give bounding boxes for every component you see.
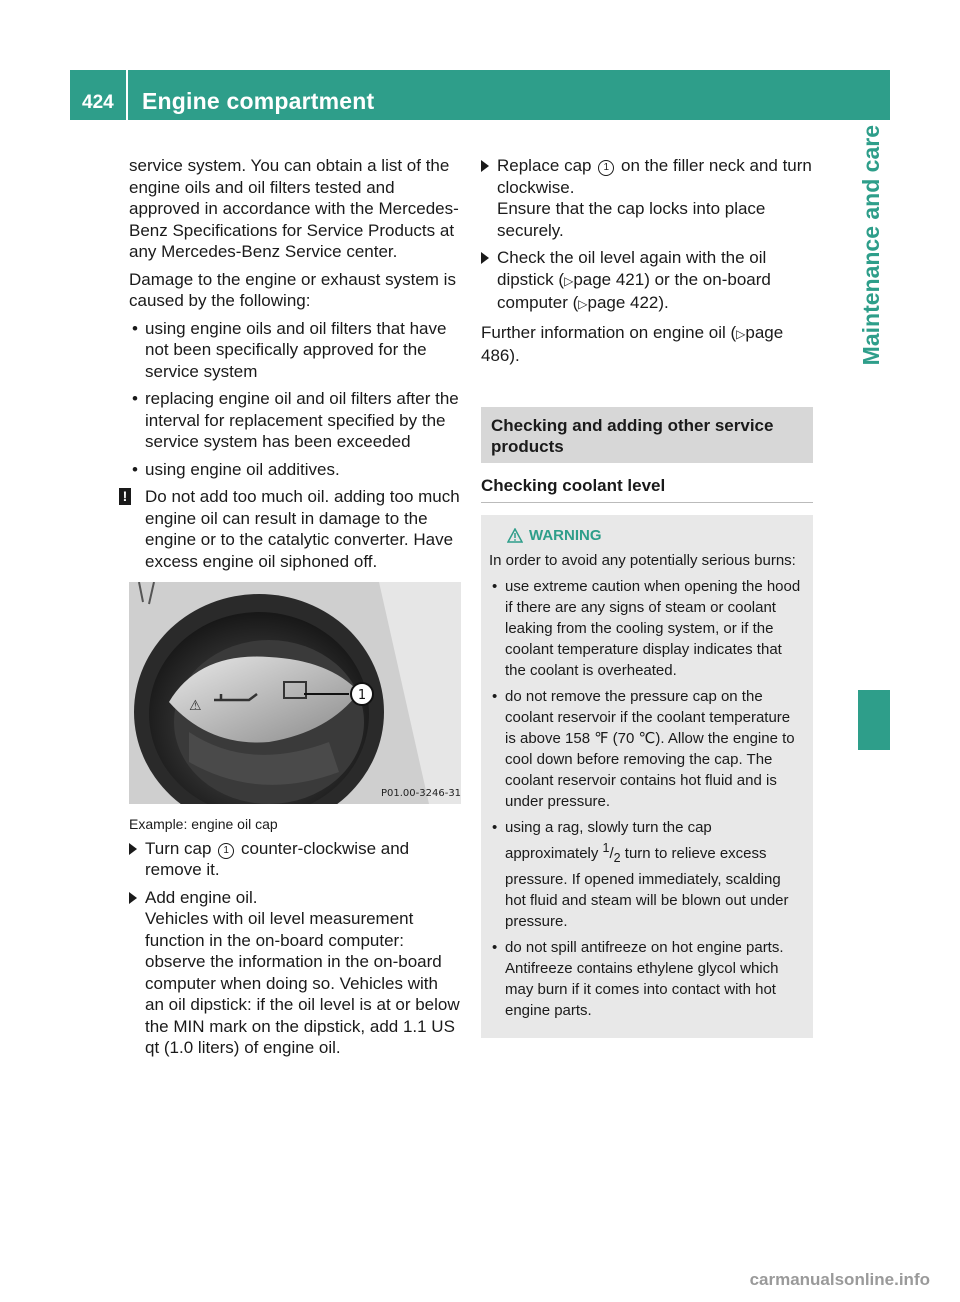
list-item: • replacing engine oil and oil filters after the interval for replacement specified by the service system has been exceeded [129, 388, 461, 453]
page-ref-icon: ▷ [578, 297, 588, 311]
paragraph: service system. You can obtain a list of the engine oils and oil filters tested and approved in accordance with the Mercedes-Benz Specifications for Service Products at any Mercedes-Benz Service center. [129, 156, 459, 261]
step-text: Vehicles with oil level measurement function in the on-board computer: observe the information in the on-board computer when doing so. Vehicles with an oil dipstick: if the oil level is at or below the MIN mark on the dipstick, add 1.1 US qt (1.0 liters) of engine oil. [145, 909, 460, 1057]
step-arrow-icon [481, 160, 489, 172]
svg-text:⚠: ⚠ [189, 698, 202, 714]
step-text: Check the oil level again with the oil dipstick ( [497, 248, 767, 289]
callout-label: 1 [357, 688, 367, 703]
list-item: • do not remove the pressure cap on the coolant reservoir if the coolant temperature is above 158 ℉ (70 ℃). Allow the engine to cool down before removing the cap. The coolant reservoir contains hot fluid and is under pressure. [489, 686, 805, 812]
step-text: Ensure that the cap locks into place securely. [497, 199, 766, 240]
watermark: carmanualsonline.info [749, 1270, 930, 1289]
paragraph-text: Further information on engine oil ( [481, 322, 737, 342]
warning-title: WARNING [529, 527, 602, 544]
list-item: • use extreme caution when opening the hood if there are any signs of steam or coolant leaking from the cooling system, or if the coolant temperature display indicates that the coolant is overheated. [489, 576, 805, 681]
paragraph: Damage to the engine or exhaust system is caused by the following: [129, 269, 456, 310]
oil-cap-illustration [129, 582, 461, 804]
page-ref-link[interactable]: page 486 [481, 322, 784, 365]
caution-note [122, 486, 461, 572]
step-text: ) or the on-board computer ( [497, 269, 771, 312]
warning-intro: In order to avoid any potentially serious burns: [489, 552, 796, 569]
step-arrow-icon [129, 892, 137, 904]
figure-caption: Example: engine oil cap [129, 816, 278, 832]
step-item [481, 155, 813, 241]
page-title: Engine compartment [142, 88, 375, 114]
step-text: ). [658, 293, 669, 312]
list-text: using a rag, slowly turn the cap approximately [505, 819, 712, 862]
list-item: • do not spill antifreeze on hot engine parts. Antifreeze contains ethylene glycol which may burn if it comes into contact with hot engine parts. [489, 937, 805, 1021]
step-item [129, 887, 461, 1059]
step-text: counter-clockwise and remove it. [145, 838, 410, 879]
list-item: • using a rag, slowly turn the cap approximately $^1/_2$ turn to relieve excess pressure. If opened immediately, scalding hot fluid and steam will be blown out under pressure. [489, 817, 805, 932]
warning-triangle-icon [507, 528, 523, 543]
page-ref-link[interactable]: page 422 [587, 293, 659, 312]
left-column [122, 155, 461, 1065]
fraction-denominator: 2 [613, 851, 621, 865]
subheading: Checking coolant level [481, 475, 813, 504]
step-text: Replace cap [497, 156, 592, 175]
paragraph [481, 322, 813, 367]
list-item: • using engine oil additives. [129, 459, 461, 481]
note-text: Do not add too much oil. adding too much engine oil can result in damage to the engine or to the catalytic converter. Have excess engine oil siphoned off. [145, 487, 460, 571]
warning-header [507, 525, 805, 546]
step-text: Add engine oil. [145, 887, 258, 907]
section-heading: Checking and adding other service products [481, 407, 813, 463]
step-arrow-icon [481, 252, 489, 264]
list-item: • using engine oils and oil filters that have not been specifically approved for the service system [129, 318, 461, 383]
circled-number: 1 [598, 160, 614, 176]
oil-cap-figure [129, 582, 461, 804]
page-ref-link[interactable]: page 421 [573, 269, 645, 289]
fraction-numerator: 1 [602, 841, 610, 855]
list-text: turn to relieve excess pressure. If opened immediately, scalding hot fluid and steam will be blown out under pressure. [505, 845, 789, 930]
page-ref-icon: ▷ [564, 273, 574, 288]
step-item [129, 838, 461, 881]
warning-box [481, 515, 813, 1038]
step-item [481, 247, 813, 316]
side-tab-label: Maintenance and care [858, 125, 884, 366]
right-column [481, 155, 813, 1038]
paragraph-text: ). [509, 346, 520, 365]
page-number: 424 [82, 92, 114, 113]
step-arrow-icon [129, 843, 137, 855]
circled-number: 1 [218, 843, 234, 859]
step-text: Turn cap [145, 838, 212, 858]
step-text: on the filler neck and turn clockwise. [497, 156, 812, 197]
figure-code: P01.00-3246-31 [381, 788, 461, 799]
side-tab-marker [858, 690, 890, 750]
header-divider [126, 70, 128, 120]
exclamation-icon: ! [119, 488, 131, 505]
page-ref-icon: ▷ [736, 326, 746, 341]
